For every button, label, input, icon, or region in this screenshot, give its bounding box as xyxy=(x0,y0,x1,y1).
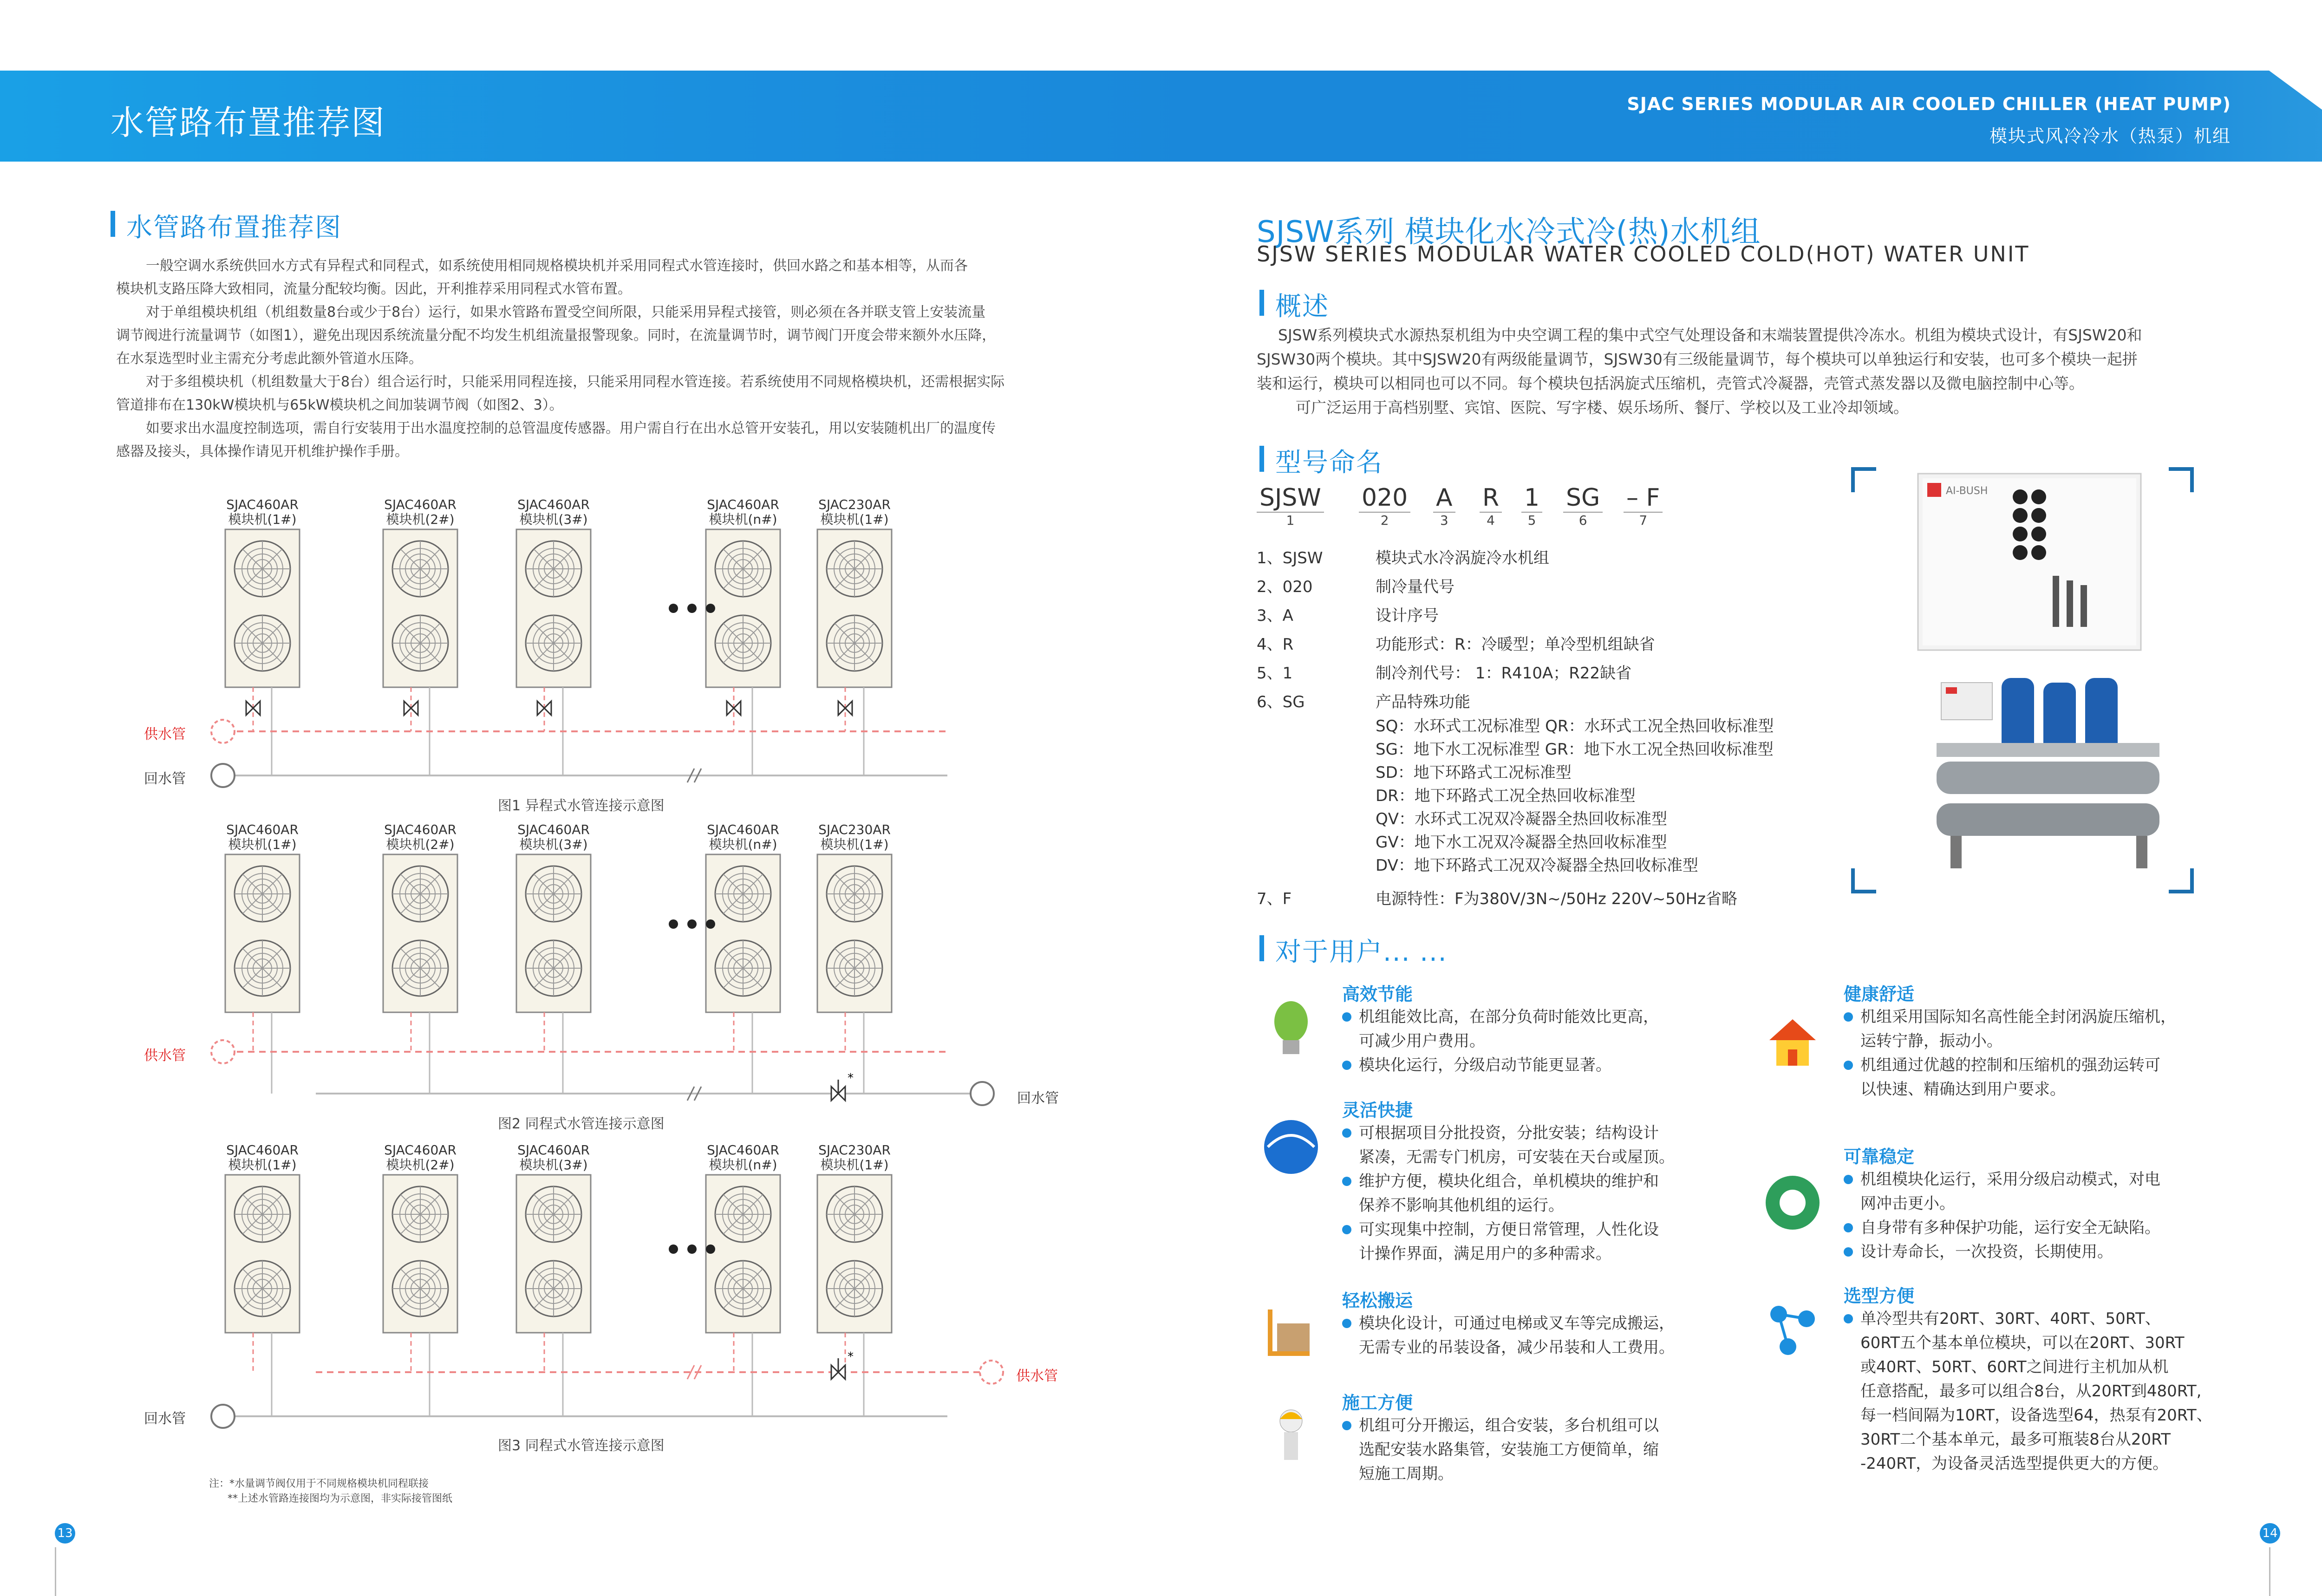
model-part-num: 3 xyxy=(1440,513,1448,528)
para-line: 管道排布在130kW模块机与65kW模块机之间加装调节阀（如图2、3）。 xyxy=(116,397,563,413)
feature-title: 高效节能 xyxy=(1342,984,1413,1004)
figure-2-caption: 图2 同程式水管连接示意图 xyxy=(498,1116,665,1132)
banner-series-cn: 模块式风冷冷水（热泵）机组 xyxy=(1989,126,2231,146)
feature-list xyxy=(1844,1005,2262,1101)
return-pipe-label: 回水管 xyxy=(144,771,186,787)
diagram-1 xyxy=(130,492,1152,827)
para-line: 可广泛运用于高档别墅、宾馆、医院、写字楼、娱乐场所、餐厅、学校以及工业冷却领域。 xyxy=(1296,398,1909,417)
feature-item-line: 单冷型共有20RT、30RT、40RT、50RT、 xyxy=(1860,1309,2161,1328)
model-part-text: R xyxy=(1480,484,1502,513)
feature-title: 施工方便 xyxy=(1342,1393,1413,1413)
para-line: 对于单组模块机组（机组数量8台或少于8台）运行，如果水管路布置受空间所限，只能采用异程式接管，则必须在各并联支管上安装流量 xyxy=(146,304,986,320)
feature-item xyxy=(1844,1167,2262,1216)
unit-model: SJAC460AR xyxy=(384,1142,457,1158)
para-line: SJSW30两个模块。其中SJSW20有两级能量调节，SJSW30有三级能量调节，每个模块可以单独运行和安装，也可多个模块一起拼 xyxy=(1257,350,2138,368)
feature-item xyxy=(1342,1414,1760,1486)
feature-list xyxy=(1342,1311,1760,1360)
cabinet-unit-icon xyxy=(1918,474,2141,650)
note-1: 注：*水量调节阀仅用于不同规格模块机同程联接 xyxy=(209,1478,429,1490)
para-line: 感器及接头，具体操作请见开机维护操作手册。 xyxy=(116,443,409,460)
overview-title: 概述 xyxy=(1275,292,1329,322)
feature-item-line: 模块化设计，可通过电梯或叉车等完成搬运， xyxy=(1359,1314,1675,1333)
feature-item-line: 保养不影响其他机组的运行。 xyxy=(1359,1196,1564,1215)
feature-item-line: 每一档间隔为10RT，设备选型64，热泵有20RT、 xyxy=(1860,1406,2212,1425)
valve-mark: * xyxy=(848,1071,854,1085)
feature-item-line: 机组通过优越的控制和压缩机的强劲运转可 xyxy=(1860,1056,2160,1075)
page-line xyxy=(55,1547,56,1596)
module-unit xyxy=(516,1142,591,1416)
model-list-value: 功能形式：R：冷暖型；单冷型机组缺省 xyxy=(1376,635,1655,654)
feature-item-line: 可实现集中控制，方便日常管理，人性化设 xyxy=(1359,1220,1659,1239)
unit-label: 模块机(1#) xyxy=(228,1157,297,1173)
feature-item-line: 机组采用国际知名高性能全封闭涡旋压缩机， xyxy=(1860,1008,2176,1026)
feature-item-line: 可减少用户费用。 xyxy=(1359,1032,1485,1050)
feature-list xyxy=(1342,1414,1760,1486)
right-title-en: SJSW SERIES MODULAR WATER COOLED COLD(HOT) WATER UNIT xyxy=(1257,241,2030,267)
feature-item-line: 无需专业的吊装设备，减少吊装和人工费用。 xyxy=(1359,1338,1675,1357)
sg-option: SD：地下环路式工况标准型 xyxy=(1376,763,1572,782)
model-part-num: 6 xyxy=(1578,513,1587,528)
brand-label: AI-BUSH xyxy=(1946,485,1988,497)
unit-model: SJAC460AR xyxy=(517,497,590,512)
unit-model: SJAC460AR xyxy=(517,1142,590,1158)
model-list-key: 2、020 xyxy=(1257,578,1313,596)
model-part xyxy=(1433,484,1455,528)
feature-item xyxy=(1844,1053,2262,1101)
sg-option: GV：地下水工况双冷凝器全热回收标准型 xyxy=(1376,833,1667,852)
unit-label: 模块机(2#) xyxy=(386,512,455,527)
sg-option: DR：地下环路式工况全热回收标准型 xyxy=(1376,787,1636,805)
unit-label: 模块机(2#) xyxy=(386,837,455,852)
page-line xyxy=(2269,1547,2270,1596)
unit-label: 模块机(1#) xyxy=(820,1157,889,1173)
valve-mark: * xyxy=(848,1350,854,1364)
module-unit xyxy=(516,822,591,1094)
unit-model: SJAC460AR xyxy=(226,497,299,512)
feature-list xyxy=(1342,1005,1760,1077)
unit-label: 模块机(2#) xyxy=(386,1157,455,1173)
chiller-module-icon xyxy=(1937,678,2159,868)
diagram-3 xyxy=(130,1138,1152,1444)
model-part-text: SG xyxy=(1563,484,1603,513)
banner-title: 水管路布置推荐图 xyxy=(111,103,386,142)
users-title: 对于用户... ... xyxy=(1275,937,1448,967)
module-unit xyxy=(225,497,300,775)
feature-item xyxy=(1342,1218,1760,1266)
sg-option: DV：地下环路式工况双冷凝器全热回收标准型 xyxy=(1376,856,1698,875)
feature-item-line: 机组可分开搬运，组合安装，多台机组可以 xyxy=(1359,1416,1659,1435)
unit-model: SJAC460AR xyxy=(384,497,457,512)
module-unit xyxy=(516,497,591,775)
supply-pipe-label: 供水管 xyxy=(144,1048,186,1064)
unit-model: SJAC460AR xyxy=(384,822,457,837)
model-list-key: 4、R xyxy=(1257,635,1294,654)
house-icon xyxy=(1760,1008,1825,1075)
unit-label: 模块机(1#) xyxy=(228,512,297,527)
model-part xyxy=(1359,484,1410,528)
figure-3-caption: 图3 同程式水管连接示意图 xyxy=(498,1438,665,1454)
unit-model: SJAC460AR xyxy=(517,822,590,837)
unit-label: 模块机(3#) xyxy=(519,512,588,527)
section-marker xyxy=(1259,935,1264,961)
model-list-value: 制冷量代号 xyxy=(1376,578,1455,596)
model-part xyxy=(1480,484,1502,528)
module-unit xyxy=(706,1142,780,1416)
left-section-title: 水管路布置推荐图 xyxy=(126,213,342,243)
feature-item-line: 可根据项目分批投资，分批安装；结构设计 xyxy=(1359,1124,1659,1142)
page-number-right: 14 xyxy=(2260,1523,2280,1544)
model-code xyxy=(1257,484,1675,540)
unit-model: SJAC460AR xyxy=(707,822,779,837)
figure-1-caption: 图1 异程式水管连接示意图 xyxy=(498,798,665,814)
feature-item xyxy=(1342,1005,1760,1053)
bulb-icon xyxy=(1259,994,1324,1061)
feature-item xyxy=(1342,1311,1760,1360)
model-part-text: 020 xyxy=(1359,484,1410,513)
model-part-num: 5 xyxy=(1527,513,1536,528)
feature-item-line: 自身带有多种保护功能，运行安全无缺陷。 xyxy=(1860,1218,2160,1237)
unit-model: SJAC460AR xyxy=(226,822,299,837)
feature-item-line: 短施工周期。 xyxy=(1359,1465,1454,1483)
feature-list xyxy=(1342,1121,1760,1266)
model-part-num: 7 xyxy=(1639,513,1648,528)
model-part-text: SJSW xyxy=(1257,484,1324,513)
feature-item-line: 以快速、精确达到用户要求。 xyxy=(1860,1080,2066,1099)
unit-model: SJAC230AR xyxy=(818,822,891,837)
module-unit xyxy=(817,1142,892,1416)
unit-label: 模块机(3#) xyxy=(519,837,588,852)
model-list-key: 7、F xyxy=(1257,890,1292,908)
overview-text xyxy=(1257,323,2255,420)
model-part xyxy=(1521,484,1542,528)
model-part xyxy=(1624,484,1663,528)
section-marker xyxy=(111,211,115,237)
feature-item-line: -240RT，为设备灵活选型提供更大的方便。 xyxy=(1860,1454,2169,1473)
para-line: SJSW系列模块式水源热泵机组为中央空调工程的集中式空气处理设备和末端装置提供冷冻水。机组为模块式设计，有SJSW20和 xyxy=(1278,326,2142,344)
module-unit xyxy=(706,497,780,775)
unit-model: SJAC230AR xyxy=(818,497,891,512)
module-unit xyxy=(225,1142,300,1416)
feature-item-line: 30RT二个基本单元，最多可瓶装8台从20RT xyxy=(1860,1430,2171,1449)
model-list-value: 制冷剂代号： 1：R410A；R22缺省 xyxy=(1376,664,1632,683)
feature-item-line: 维护方便，模块化组合，单机模块的维护和 xyxy=(1359,1172,1659,1191)
para-line: 装和运行，模块可以相同也可以不同。每个模块包括涡旋式压缩机，壳管式冷凝器，壳管式蒸发器以及微电脑控制中心等。 xyxy=(1257,374,2084,392)
sg-option: SG：地下水工况标准型 GR：地下水工况全热回收标准型 xyxy=(1376,740,1774,759)
model-part xyxy=(1257,484,1324,528)
model-part-text: 1 xyxy=(1521,484,1542,513)
feature-title: 轻松搬运 xyxy=(1342,1290,1413,1311)
unit-label: 模块机(n#) xyxy=(709,837,777,852)
unit-label: 模块机(n#) xyxy=(709,512,777,527)
feature-item-line: 模块化运行，分级启动节能更显著。 xyxy=(1359,1056,1611,1075)
model-part-num: 2 xyxy=(1380,513,1389,528)
model-part-text: – F xyxy=(1624,484,1663,513)
module-unit xyxy=(383,1142,457,1416)
header-banner-right xyxy=(1207,71,2322,162)
product-images xyxy=(1848,464,2201,901)
feature-item xyxy=(1844,1307,2262,1476)
feature-item-line: 紧凑，无需专门机房，可安装在天台或屋顶。 xyxy=(1359,1148,1675,1166)
para-line: 对于多组模块机（机组数量大于8台）组合运行时，只能采用同程连接，只能采用同程水管连接。若系统使用不同规格模块机，还需根据实际 xyxy=(146,374,1005,390)
sg-option: SQ：水环式工况标准型 QR：水环式工况全热回收标准型 xyxy=(1376,717,1774,736)
module-unit xyxy=(706,822,780,1094)
model-list-value: 电源特性：F为380V/3N~/50Hz 220V~50Hz省略 xyxy=(1376,890,1737,908)
right-title-cn: SJSW系列 模块化水冷式冷(热)水机组 xyxy=(1257,215,1761,249)
supply-pipe-label: 供水管 xyxy=(144,726,186,743)
feature-item-line: 任意搭配，最多可以组合8台，从20RT到480RT, xyxy=(1860,1382,2202,1401)
module-unit xyxy=(817,822,892,1094)
diagram-2 xyxy=(130,817,1152,1124)
model-list-key: 1、SJSW xyxy=(1257,549,1323,567)
para-line: 模块机支路压降大致相同，流量分配较均衡。因此，开利推荐采用同程式水管布置。 xyxy=(116,281,632,297)
sg-option: QV：水环式工况双冷凝器全热回收标准型 xyxy=(1376,810,1668,828)
module-unit xyxy=(225,822,300,1094)
feature-item xyxy=(1844,1216,2262,1240)
feature-item-line: 机组能效比高，在部分负荷时能效比更高， xyxy=(1359,1008,1659,1026)
model-list-value: 设计序号 xyxy=(1376,606,1439,625)
model-list-key: 6、SG xyxy=(1257,693,1305,711)
feature-item-line: 或40RT、50RT、60RT之间进行主机加从机 xyxy=(1860,1358,2169,1376)
model-part-num: 4 xyxy=(1487,513,1495,528)
unit-label: 模块机(1#) xyxy=(820,837,889,852)
recycle-icon xyxy=(1760,1170,1825,1237)
feature-item-line: 运转宁静，振动小。 xyxy=(1860,1032,2002,1050)
module-unit xyxy=(383,822,457,1094)
model-part-text: A xyxy=(1433,484,1455,513)
globe-icon xyxy=(1259,1114,1324,1181)
feature-item-line: 设计寿命长，一次投资，长期使用。 xyxy=(1860,1243,2113,1261)
model-list-key: 3、A xyxy=(1257,606,1293,625)
model-list-value: 模块式水冷涡旋冷水机组 xyxy=(1376,549,1549,567)
para-line: 一般空调水系统供回水方式有异程式和同程式，如系统使用相同规格模块机并采用同程式水管连接时，供回水路之和基本相等，从而各 xyxy=(146,258,968,274)
return-pipe-label: 回水管 xyxy=(1017,1090,1059,1107)
worker-icon xyxy=(1259,1402,1324,1469)
feature-title: 可靠稳定 xyxy=(1844,1147,1915,1167)
left-intro-text xyxy=(116,254,1091,463)
feature-title: 灵活快捷 xyxy=(1342,1100,1413,1120)
model-list-key: 5、1 xyxy=(1257,664,1293,683)
feature-item xyxy=(1342,1121,1760,1169)
feature-item-line: 60RT五个基本单位模块，可以在20RT、30RT xyxy=(1860,1334,2185,1352)
feature-item-line: 计操作界面，满足用户的多种需求。 xyxy=(1359,1244,1611,1263)
model-part-num: 1 xyxy=(1286,513,1295,528)
unit-model: SJAC230AR xyxy=(818,1142,891,1158)
unit-label: 模块机(n#) xyxy=(709,1157,777,1173)
feature-item xyxy=(1844,1240,2262,1264)
page-number-left: 13 xyxy=(55,1523,75,1544)
feature-title: 健康舒适 xyxy=(1844,984,1915,1004)
feature-item-line: 机组模块化运行，采用分级启动模式，对电 xyxy=(1860,1170,2160,1189)
feature-title: 选型方便 xyxy=(1844,1286,1915,1306)
supply-pipe-label: 供水管 xyxy=(1016,1368,1058,1384)
unit-model: SJAC460AR xyxy=(226,1142,299,1158)
module-unit xyxy=(817,497,892,775)
unit-model: SJAC460AR xyxy=(707,1142,779,1158)
unit-model: SJAC460AR xyxy=(707,497,779,512)
para-line: 如要求出水温度控制选项，需自行安装用于出水温度控制的总管温度传感器。用户需自行在出水总管开安装孔，用以安装随机出厂的温度传 xyxy=(146,420,996,436)
feature-list xyxy=(1844,1307,2262,1476)
banner-series-en: SJAC SERIES MODULAR AIR COOLED CHILLER (HEAT PUMP) xyxy=(1627,94,2231,114)
unit-label: 模块机(3#) xyxy=(519,1157,588,1173)
feature-list xyxy=(1844,1167,2262,1264)
para-line: 在水泵选型时业主需充分考虑此额外管道水压降。 xyxy=(116,351,423,367)
para-line: 调节阀进行流量调节（如图1），避免出现因系统流量分配不均发生机组流量报警现象。同时，在流量调节时，调节阀门开度会带来额外水压降， xyxy=(116,327,996,344)
return-pipe-label: 回水管 xyxy=(144,1411,186,1427)
feature-item-line: 选配安装水路集管，安装施工方便简单，缩 xyxy=(1359,1440,1659,1459)
unit-label: 模块机(1#) xyxy=(228,837,297,852)
model-naming-title: 型号命名 xyxy=(1275,448,1383,478)
section-marker xyxy=(1259,446,1264,472)
unit-label: 模块机(1#) xyxy=(820,512,889,527)
molecule-icon xyxy=(1760,1296,1825,1362)
note-2: **上述水管路连接图均为示意图，非实际接管图纸 xyxy=(228,1493,453,1505)
model-list-value: 产品特殊功能 xyxy=(1376,693,1470,711)
feature-item xyxy=(1342,1053,1760,1077)
feature-item xyxy=(1844,1005,2262,1053)
model-part xyxy=(1563,484,1603,528)
module-unit xyxy=(383,497,457,775)
section-marker xyxy=(1259,290,1264,316)
feature-item xyxy=(1342,1169,1760,1218)
feature-item-line: 网冲击更小。 xyxy=(1860,1194,1955,1213)
forklift-icon xyxy=(1259,1300,1324,1367)
